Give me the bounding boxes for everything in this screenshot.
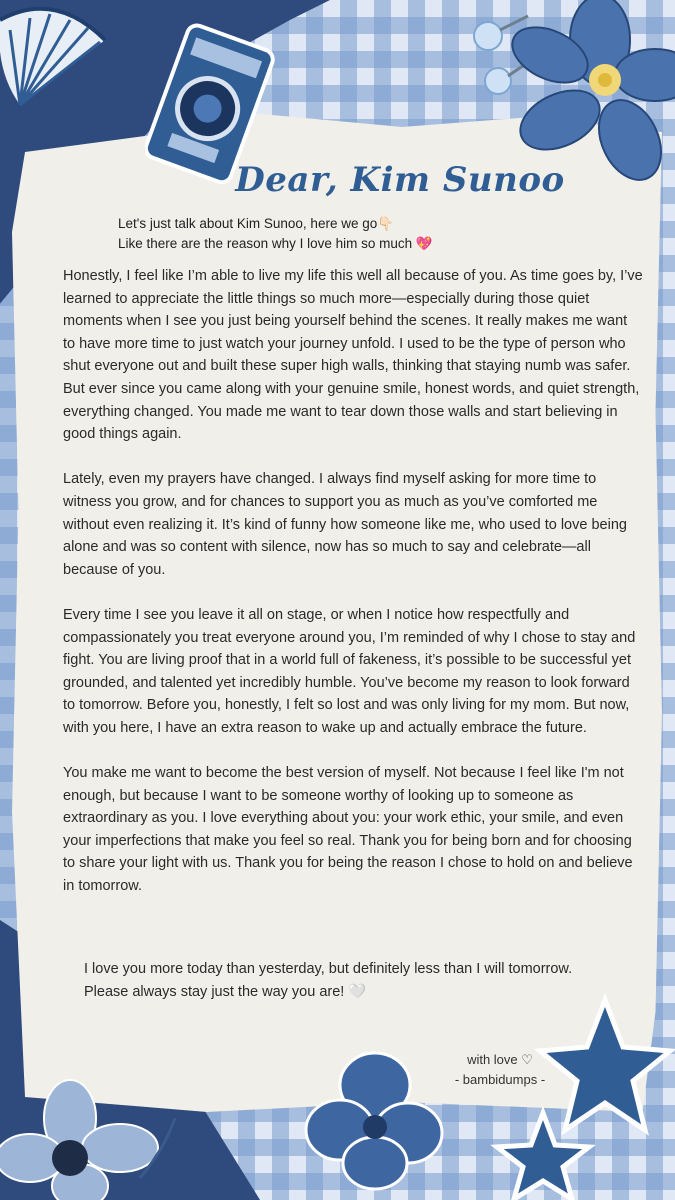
- closing-line: Please always stay just the way you are! 🤍: [84, 983, 367, 1000]
- letter-paragraph: You make me want to become the best version of myself. Not because I feel like I'm not enough, but because I want to be someone worthy of looking up to someone as extraordinary as you. I love everything about you: your work ethic, your smile, and even your imperfections that make you feel so real. Thank you for being born and for choosing to share your light with us. Thank you for being the reason I chose to hold on and believe in tomorrow.: [63, 765, 633, 895]
- letter-intro: [118, 214, 578, 254]
- seashell-icon: [0, 0, 110, 110]
- intro-line: Let's just talk about Kim Sunoo, here we go👇🏻: [118, 216, 395, 231]
- intro-line: Like there are the reason why I love him so much 💖: [118, 236, 433, 251]
- flower-icon: [505, 0, 675, 185]
- letter-paragraph: Lately, even my prayers have changed. I always find myself asking for more time to witness you grow, and for chances to support you as much as you’ve comforted me without even realizing it. It’s kind of funny how someone like me, who used to love being alone and was so content with silence, now has so much to say and celebrate—all because of you.: [63, 471, 627, 578]
- flower-icon: [0, 1078, 180, 1200]
- letter-paragraph: Every time I see you leave it all on stage, or when I notice how respectfully and compassionately you treat everyone around you, I’m reminded of why I chose to stay and fight. You are living proof that in a world full of fakeness, it’s possible to be successful yet grounded, and talented yet incredibly humble. You’ve become my reason to look forward to tomorrow. Before you, honestly, I felt so lost and was only living for my mom. But now, with you here, I have an extra reason to wake up and actually embrace the future.: [63, 606, 636, 736]
- letter-heading: Dear, Kim Sunoo: [235, 160, 565, 200]
- signoff-author: - bambidumps -: [454, 1072, 546, 1087]
- letter-signoff: [440, 1050, 560, 1090]
- flower-icon: [300, 1045, 450, 1200]
- letter-paragraph: Honestly, I feel like I’m able to live my life this well all because of you. As time goes by, I’ve learned to appreciate the little things so much more—especially during those quiet moments when I see you just being yourself behind the scenes. It really makes me want to have more time to just watch your journey unfold. I used to be the type of person who shut everyone out and built these super high walls, thinking that staying numb was safer. But ever since you came along with your genuine smile, honest words, and quiet strength, everything changed. You made me want to tear down those walls and start believing in good things again.: [63, 268, 643, 443]
- star-icon: [485, 985, 675, 1200]
- closing-line: I love you more today than yesterday, but definitely less than I will tomorrow.: [84, 961, 573, 977]
- letter-closing: [84, 958, 649, 1003]
- signoff-line: with love ♡: [467, 1052, 533, 1067]
- letter-body: [63, 265, 643, 920]
